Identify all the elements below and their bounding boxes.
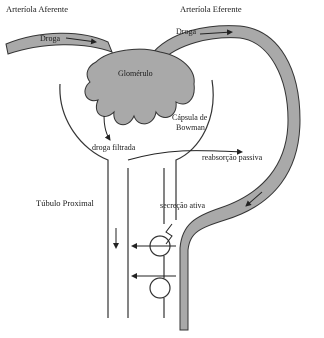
active-secretion-label: secreção ativa: [160, 201, 206, 210]
afferent-arteriole-label: Arteríola Aferente: [6, 4, 69, 14]
passive-reabsorption-label: reabsorção passiva: [202, 153, 263, 162]
filtration-arrow: [104, 116, 110, 140]
afferent-drug-label: Droga: [40, 34, 60, 43]
efferent-arteriole-label: Arteríola Eferente: [180, 4, 242, 14]
bowman-capsule-label-line2: Bowman: [176, 123, 205, 132]
efferent-drug-label: Droga: [176, 27, 196, 36]
transporter-circle: [150, 278, 170, 298]
glomerulus-label: Glomérulo: [118, 69, 153, 78]
filtered-drug-label: droga filtrada: [92, 143, 136, 152]
proximal-tubule-label: Túbulo Proximal: [36, 198, 94, 208]
bowman-capsule-label-line1: Cápsula de: [172, 113, 208, 122]
